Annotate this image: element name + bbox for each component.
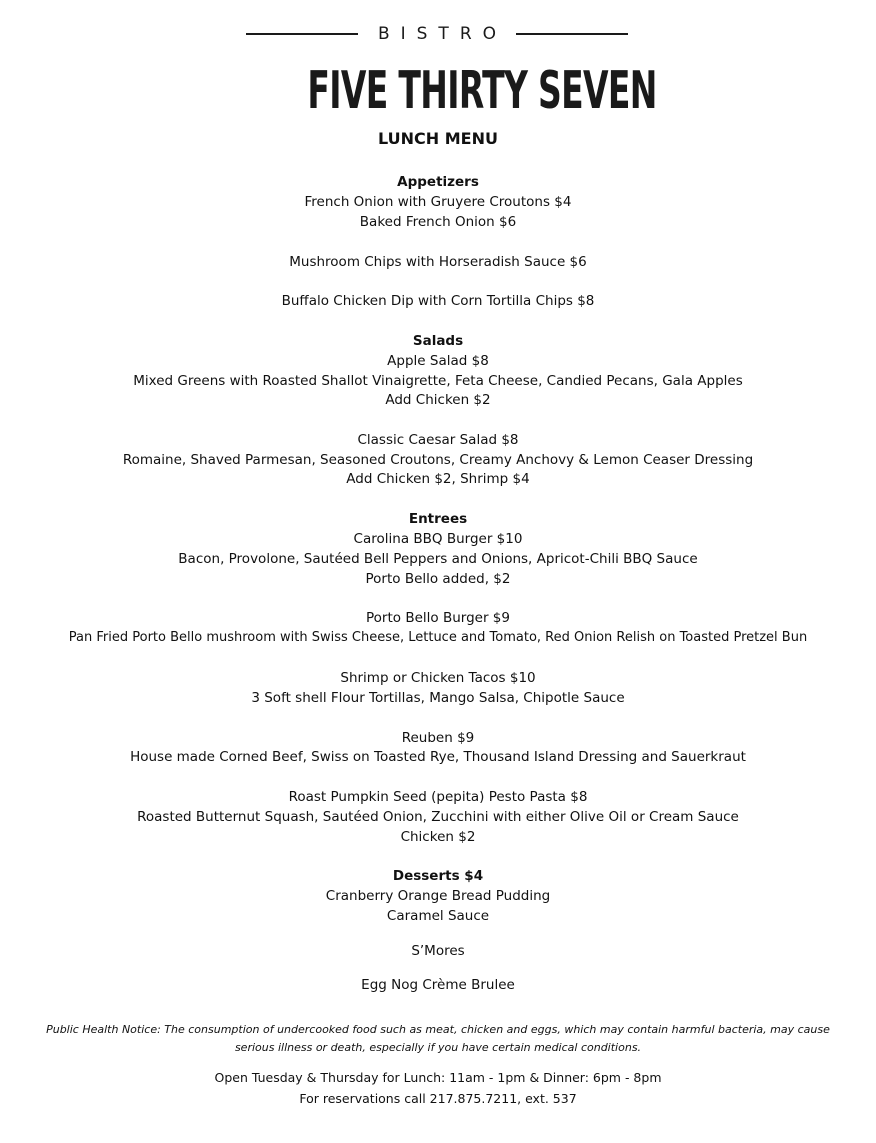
menu-item: Carolina BBQ Burger $10 (353, 531, 523, 547)
bistro-logo (0, 0, 876, 130)
menu-item: Shrimp or Chicken Tacos $10 (340, 670, 536, 686)
menu-item-description: Roasted Butternut Squash, Sautéed Onion, Zucchini with either Olive Oil or Cream Sauce (137, 809, 739, 825)
menu-item: Classic Caesar Salad $8 (357, 432, 519, 448)
menu-item: Mushroom Chips with Horseradish Sauce $6 (289, 254, 587, 270)
menu-item-addon: Chicken $2 (400, 829, 476, 845)
menu-item-description: Bacon, Provolone, Sautéed Bell Peppers and Onions, Apricot-Chili BBQ Sauce (178, 551, 698, 567)
public-health-notice: Public Health Notice: The consumption of undercooked food such as meat, chicken and eggs, which may contain harmful bacteria, may cause serious illness or death, especially if you have certain medical conditions. (46, 1023, 830, 1054)
section-heading-entrees: Entrees (408, 511, 468, 527)
menu-item: Porto Bello Burger $9 (366, 610, 510, 626)
menu-item-description: Romaine, Shaved Parmesan, Seasoned Croutons, Creamy Anchovy & Lemon Ceaser Dressing (122, 452, 754, 468)
menu-item: Baked French Onion $6 (359, 214, 517, 230)
menu-item: Egg Nog Crème Brulee (361, 977, 515, 993)
menu-item-description: Pan Fried Porto Bello mushroom with Swiss Cheese, Lettuce and Tomato, Red Onion Relish on Toasted Pretzel Bun (68, 630, 808, 645)
opening-hours: Open Tuesday & Thursday for Lunch: 11am - 1pm & Dinner: 6pm - 8pm (214, 1070, 662, 1085)
logo-rule-left (246, 33, 358, 35)
menu-item-description: House made Corned Beef, Swiss on Toasted Rye, Thousand Island Dressing and Sauerkraut (130, 749, 746, 765)
menu-item: Apple Salad $8 (387, 353, 489, 369)
logo-bistro-text: BISTRO (377, 24, 508, 44)
menu-item-description: Mixed Greens with Roasted Shallot Vinaigrette, Feta Cheese, Candied Pecans, Gala Apples (133, 373, 743, 389)
menu-item-description: Caramel Sauce (386, 908, 490, 924)
menu-title: LUNCH MENU (378, 129, 498, 148)
menu-item-description: 3 Soft shell Flour Tortillas, Mango Salsa, Chipotle Sauce (251, 690, 625, 706)
section-heading-appetizers: Appetizers (397, 174, 479, 190)
menu-item-addon: Porto Bello added, $2 (365, 571, 511, 587)
menu-item: French Onion with Gruyere Croutons $4 (304, 194, 572, 210)
logo-name-text: FIVE THIRTY SEVEN (307, 60, 657, 121)
menu-item: Reuben $9 (401, 730, 475, 746)
menu-item: Cranberry Orange Bread Pudding (325, 888, 551, 904)
menu-item: S’Mores (411, 943, 465, 959)
logo-rule-right (516, 33, 628, 35)
menu-item-addon: Add Chicken $2 (385, 392, 491, 408)
menu-item-addon: Add Chicken $2, Shrimp $4 (346, 471, 530, 487)
menu-item: Roast Pumpkin Seed (pepita) Pesto Pasta $8 (288, 789, 588, 805)
section-heading-salads: Salads (412, 333, 464, 349)
menu-item: Buffalo Chicken Dip with Corn Tortilla Chips $8 (281, 293, 595, 309)
reservations-contact: For reservations call 217.875.7211, ext. 537 (299, 1091, 577, 1106)
section-heading-desserts: Desserts $4 (392, 868, 484, 884)
